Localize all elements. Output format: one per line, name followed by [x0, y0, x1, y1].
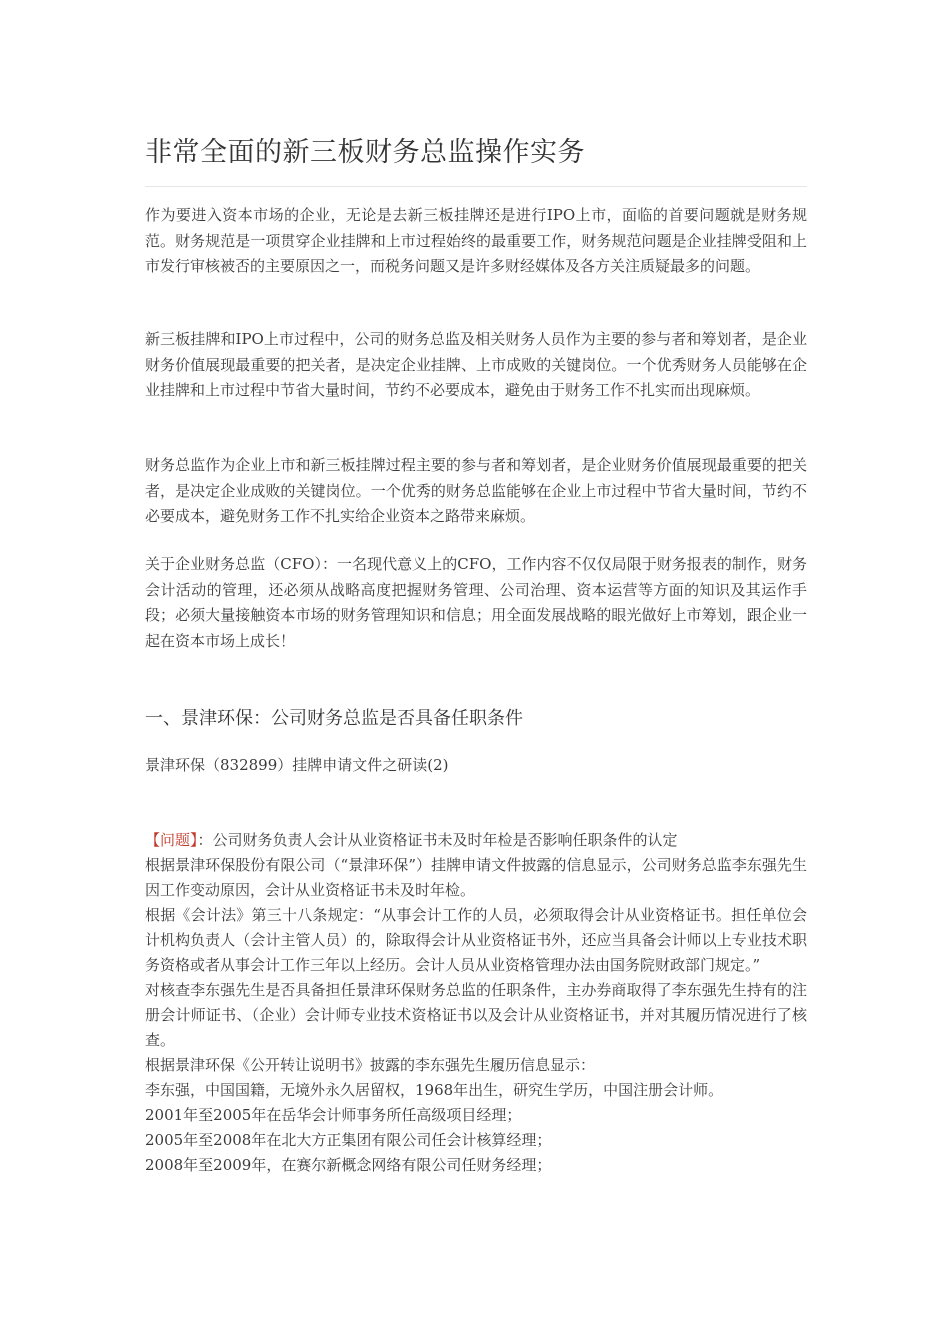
body-paragraph: 2008年至2009年，在赛尔新概念网络有限公司任财务经理；: [145, 1156, 552, 1174]
body-paragraph: 2005年至2008年在北大方正集团有限公司任会计核算经理；: [145, 1131, 552, 1149]
section-body: [145, 828, 807, 1178]
question-line: [145, 828, 807, 853]
document-title: 非常全面的新三板财务总监操作实务: [145, 137, 585, 168]
intro-paragraph-1: 作为要进入资本市场的企业，无论是去新三板挂牌还是进行IPO上市，面临的首要问题就是财务规范。财务规范是一项贯穿企业挂牌和上市过程始终的最重要工作，财务规范问题是企业挂牌受阻和上市发行审核被否的主要原因之一，而税务问题又是许多财经媒体及各方关注质疑最多的问题。: [145, 206, 807, 275]
question-text: ：公司财务负责人会计从业资格证书未及时年检是否影响任职条件的认定: [197, 831, 678, 849]
body-paragraph: 根据景津环保股份有限公司（“景津环保”）挂牌申请文件披露的信息显示，公司财务总监李东强先生因工作变动原因，会计从业资格证书未及时年检。: [145, 856, 807, 899]
section-subheading: 景津环保（832899）挂牌申请文件之研读(2): [145, 756, 449, 774]
body-paragraph: 根据《会计法》第三十八条规定：“从事会计工作的人员，必须取得会计从业资格证书。担任单位会计机构负责人（会计主管人员）的，除取得会计从业资格证书外，还应当具备会计师以上专业技术职务资格或者从事会计工作三年以上经历。会计人员从业资格管理办法由国务院财政部门规定。”: [145, 906, 807, 974]
intro-paragraph-4: 关于企业财务总监（CFO）：一名现代意义上的CFO，工作内容不仅仅局限于财务报表的制作，财务会计活动的管理，还必须从战略高度把握财务管理、公司治理、资本运营等方面的知识及其运作手段；必须大量接触资本市场的财务管理知识和信息；用全面发展战略的眼光做好上市筹划，跟企业一起在资本市场上成长！: [145, 555, 807, 650]
section-heading: 一、景津环保：公司财务总监是否具备任职条件: [145, 708, 523, 729]
body-paragraph: 对核查李东强先生是否具备担任景津环保财务总监的任职条件，主办券商取得了李东强先生持有的注册会计师证书、（企业）会计师专业技术资格证书以及会计从业资格证书，并对其履历情况进行了核查。: [145, 981, 807, 1049]
title-divider: [145, 186, 807, 187]
body-paragraph: 李东强，中国国籍，无境外永久居留权，1968年出生，研究生学历，中国注册会计师。: [145, 1081, 724, 1099]
question-label: 【问题】: [145, 831, 198, 849]
body-paragraph: 2001年至2005年在岳华会计师事务所任高级项目经理；: [145, 1106, 522, 1124]
body-paragraph: 根据景津环保《公开转让说明书》披露的李东强先生履历信息显示：: [145, 1056, 596, 1074]
intro-paragraph-2: 新三板挂牌和IPO上市过程中，公司的财务总监及相关财务人员作为主要的参与者和筹划者，是企业财务价值展现最重要的把关者，是决定企业挂牌、上市成败的关键岗位。一个优秀财务人员能够在企业挂牌和上市过程中节省大量时间，节约不必要成本，避免由于财务工作不扎实而出现麻烦。: [145, 330, 807, 399]
intro-paragraph-3: 财务总监作为企业上市和新三板挂牌过程主要的参与者和筹划者，是企业财务价值展现最重要的把关者，是决定企业成败的关键岗位。一个优秀的财务总监能够在企业上市过程中节省大量时间，节约不必要成本，避免财务工作不扎实给企业资本之路带来麻烦。: [145, 456, 807, 525]
